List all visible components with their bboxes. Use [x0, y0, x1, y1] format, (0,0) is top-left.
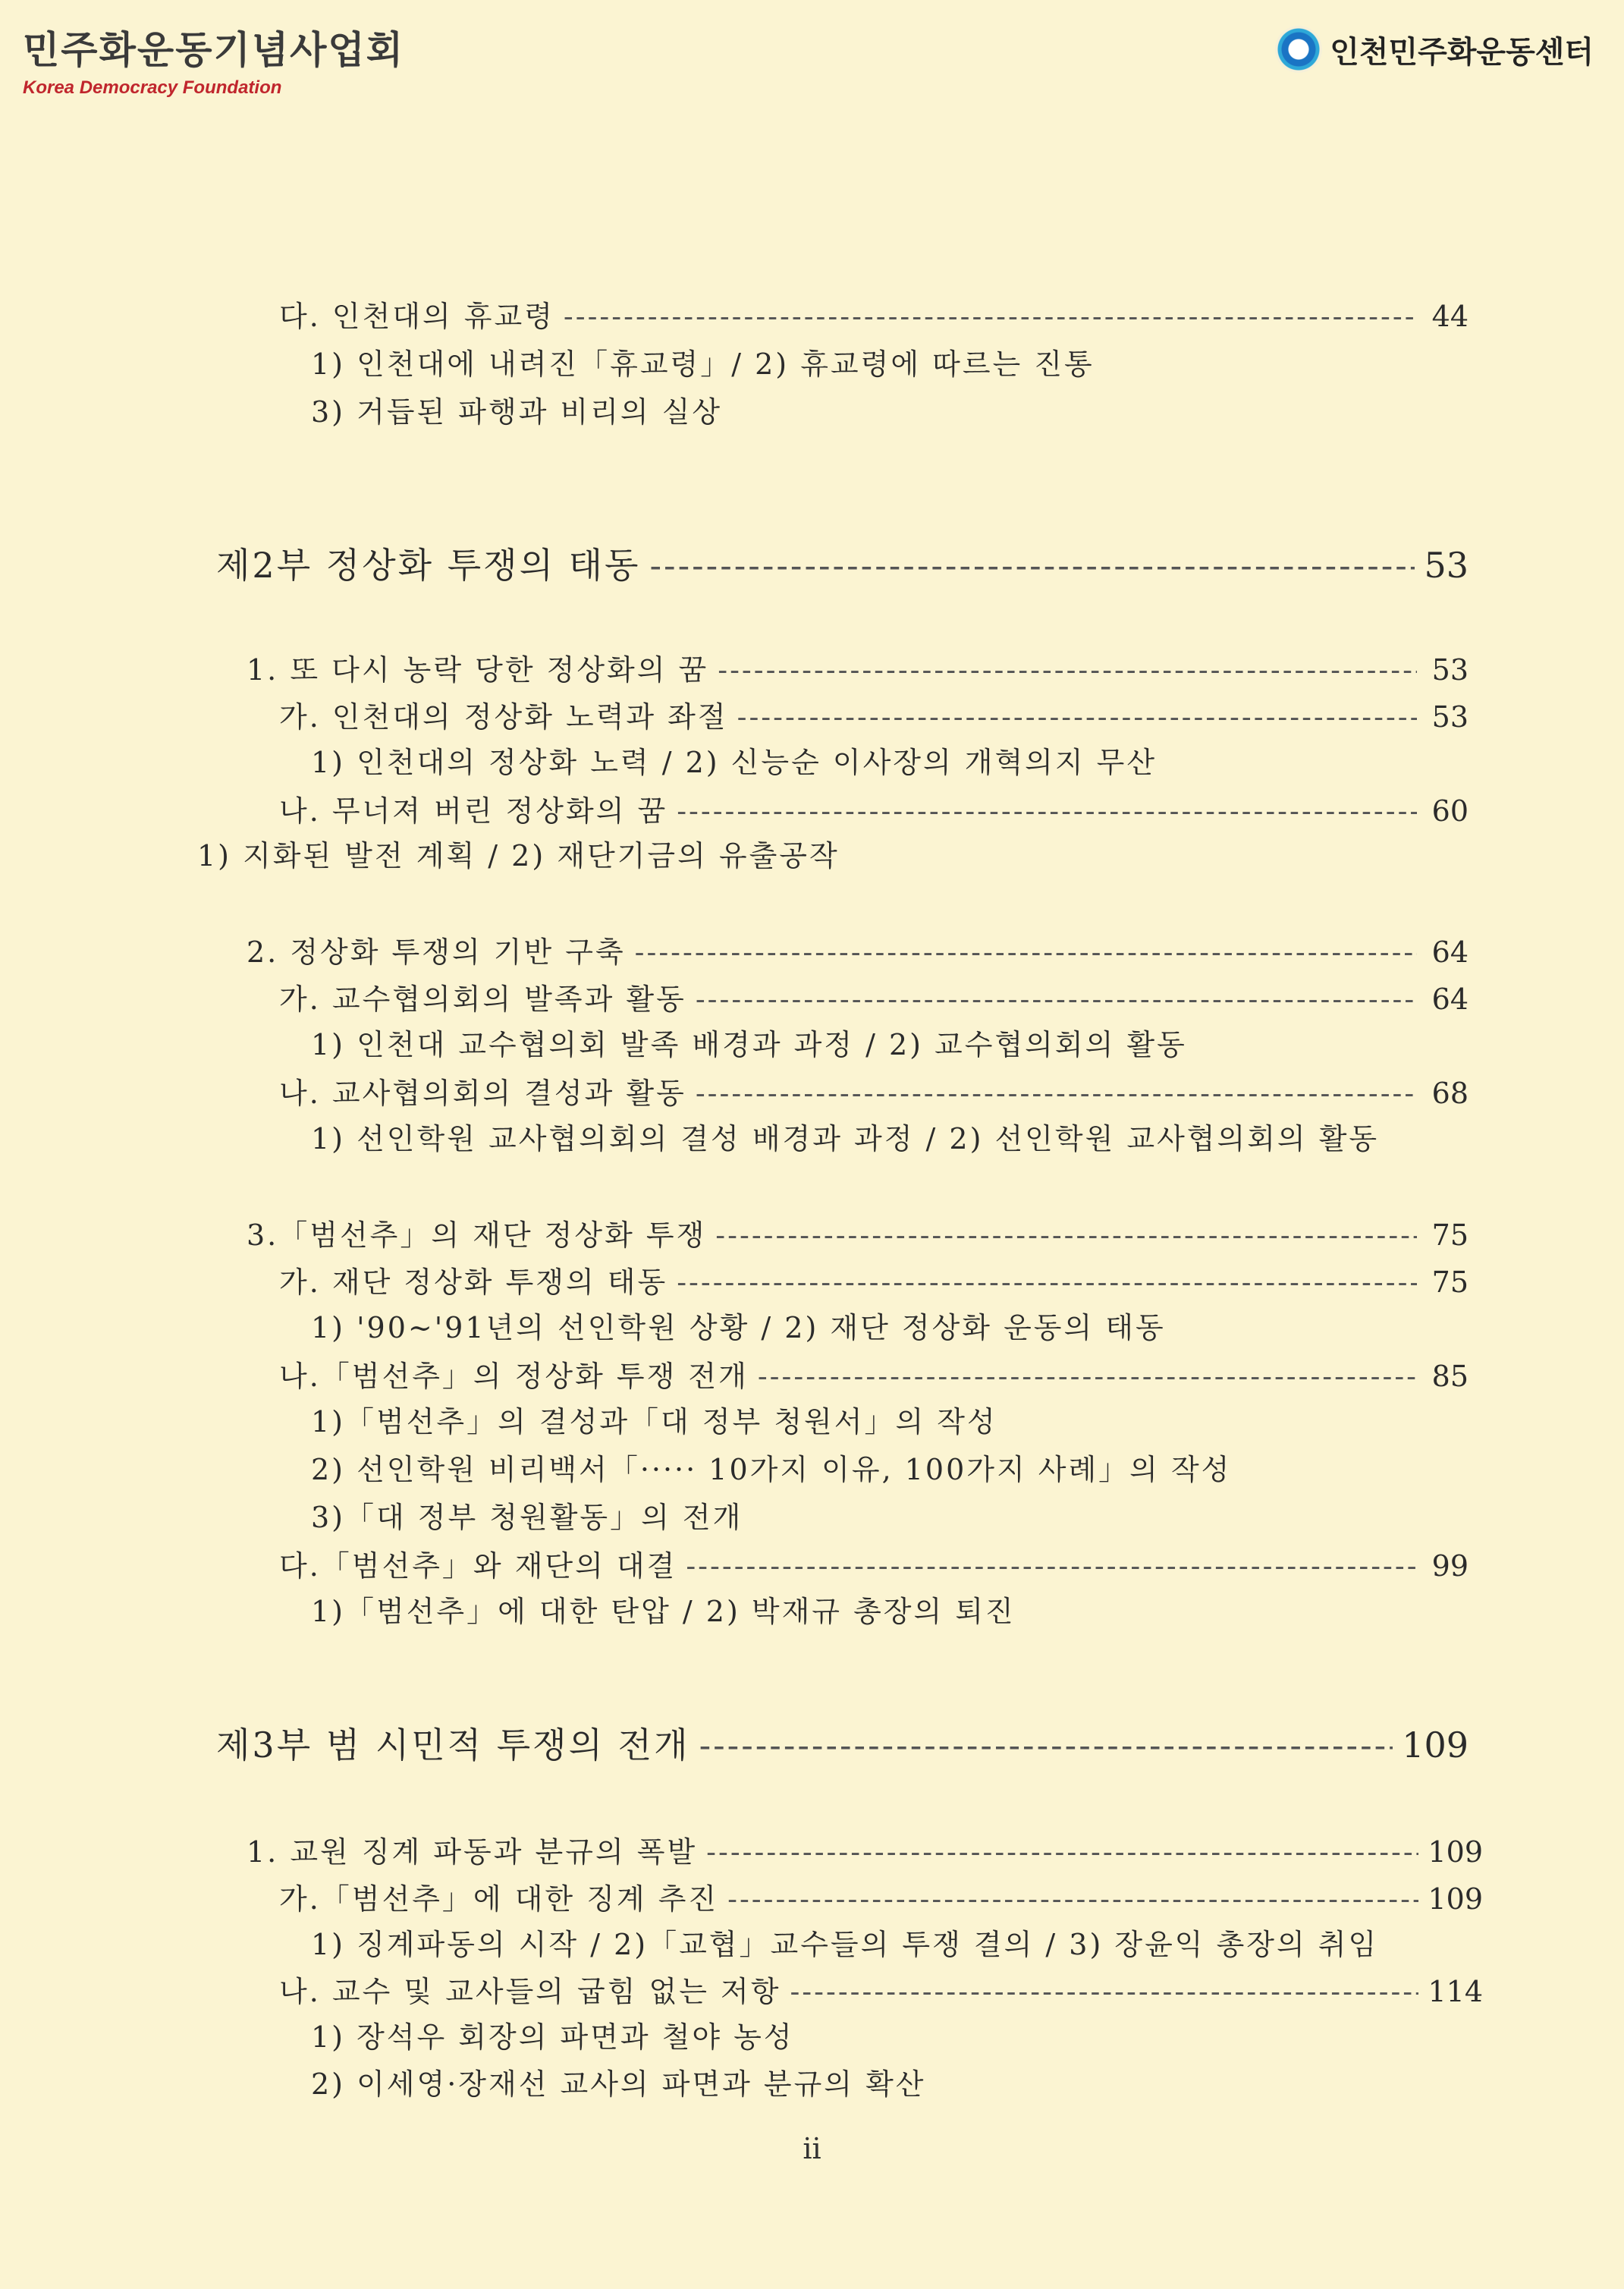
toc-subitems: 1) 인천대 교수협의회 발족 배경과 과정 / 2) 교수협의회의 활동	[311, 1028, 1187, 1061]
toc-entry-label: 나.「범선추」의 정상화 투쟁 전개	[279, 1360, 749, 1393]
toc-page-number: 75	[1431, 1218, 1469, 1252]
toc-entry-label: 1. 교원 징계 파동과 분규의 폭발	[247, 1835, 698, 1869]
toc-entry-label: 나. 교사협의회의 결성과 활동	[279, 1077, 686, 1110]
toc-entry	[279, 1074, 1469, 1112]
dot-leader	[677, 792, 1417, 830]
toc-entry-label: 3.「범선추」의 재단 정상화 투쟁	[247, 1218, 707, 1252]
toc-page-number: 109	[1428, 1835, 1483, 1869]
toc-subitems: 3)「대 정부 청원활동」의 전개	[311, 1501, 743, 1534]
kdf-logo	[23, 27, 404, 99]
dot-leader	[635, 933, 1417, 971]
toc-entry-label: 가. 재단 정상화 투쟁의 태동	[279, 1266, 668, 1299]
logo-english-text: Korea Democracy Foundation	[23, 77, 282, 98]
toc-entry	[279, 1547, 1469, 1585]
toc-subitems: 2) 선인학원 비리백서「····· 10가지 이유, 100가지 사례」의 작성	[311, 1453, 1232, 1486]
dot-leader	[677, 1263, 1417, 1301]
toc-entry	[279, 792, 1469, 830]
toc-subitems: 1) 인천대에 내려진「휴교령」/ 2) 휴교령에 따르는 진통	[311, 347, 1095, 381]
dot-leader	[699, 1726, 1393, 1764]
toc-entry-label: 2. 정상화 투쟁의 기반 구축	[247, 935, 626, 969]
toc-subitems: 1) 징계파동의 시작 / 2)「교협」교수들의 투쟁 결의 / 3) 장윤익 총장의 취임	[311, 1928, 1379, 1961]
toc-entry	[247, 651, 1469, 689]
toc-entry	[279, 1880, 1483, 1918]
toc-page-number: 99	[1431, 1549, 1469, 1583]
toc-subitems: 1)「범선추」의 결성과「대 정부 청원서」의 작성	[311, 1405, 997, 1438]
page-number: ii	[803, 2132, 821, 2165]
center-name: 인천민주화운동센터	[1330, 34, 1594, 70]
toc-entry	[279, 1263, 1469, 1301]
incheon-center-logo	[1275, 26, 1594, 73]
dot-leader	[758, 1357, 1417, 1395]
toc-entry	[279, 297, 1469, 335]
toc-entry-label: 가. 교수협의회의 발족과 활동	[279, 983, 686, 1016]
toc-entry	[279, 698, 1469, 736]
toc-page-number: 109	[1428, 1882, 1483, 1916]
dot-leader	[737, 698, 1417, 736]
toc-entry-label: 1. 또 다시 농락 당한 정상화의 꿈	[247, 653, 709, 687]
toc-subitems: 2) 이세영·장재선 교사의 파면과 분규의 확산	[311, 2067, 926, 2101]
dot-leader	[564, 297, 1417, 335]
toc-page-number: 60	[1431, 794, 1469, 828]
toc-entry-label: 가. 인천대의 정상화 노력과 좌절	[279, 700, 728, 734]
toc-part-label: 제2부 정상화 투쟁의 태동	[216, 545, 641, 586]
toc-page-number: 109	[1402, 1725, 1469, 1765]
dot-leader	[696, 980, 1417, 1018]
toc-subitems: 3) 거듭된 파행과 비리의 실상	[311, 395, 723, 429]
toc-entry-label: 다.「범선추」와 재단의 대결	[279, 1549, 677, 1583]
dot-leader	[715, 1216, 1417, 1254]
dot-leader	[696, 1074, 1417, 1112]
logo-korean-text: 민주화운동기념사업회	[23, 28, 404, 72]
toc-page-number: 64	[1431, 983, 1469, 1016]
dot-leader	[718, 651, 1417, 689]
toc-part-heading	[216, 546, 1469, 584]
toc-part-label: 제3부 범 시민적 투쟁의 전개	[216, 1725, 690, 1765]
dot-leader	[650, 546, 1415, 584]
toc-subitems: 1) 장석우 회장의 파면과 철야 농성	[311, 2020, 794, 2054]
toc-part-heading	[216, 1726, 1469, 1764]
toc-entry-label: 나. 무너져 버린 정상화의 꿈	[279, 794, 668, 828]
toc-page-number: 75	[1431, 1266, 1469, 1299]
toc-page-number: 44	[1431, 300, 1469, 333]
toc-page-number: 85	[1431, 1360, 1469, 1393]
toc-subitems: 1)「범선추」에 대한 탄압 / 2) 박재규 총장의 퇴진	[311, 1595, 1016, 1628]
toc-entry-label: 나. 교수 및 교사들의 굽힘 없는 저항	[279, 1975, 781, 2008]
toc-page-number: 53	[1431, 700, 1469, 734]
toc-subitems: 1) 선인학원 교사협의회의 결성 배경과 과정 / 2) 선인학원 교사협의회의 활동	[311, 1122, 1380, 1156]
toc-page-number: 114	[1428, 1975, 1483, 2008]
toc-entry-label: 다. 인천대의 휴교령	[279, 300, 554, 333]
toc-subitems: 1) '90∼'91년의 선인학원 상황 / 2) 재단 정상화 운동의 태동	[311, 1311, 1166, 1344]
dot-leader	[686, 1547, 1417, 1585]
toc-subitems: 1) 지화된 발전 계획 / 2) 재단기금의 유출공작	[197, 839, 840, 873]
toc-page-number: 53	[1431, 653, 1469, 687]
dot-leader	[706, 1833, 1418, 1871]
toc-entry	[247, 1216, 1469, 1254]
toc-entry	[247, 933, 1469, 971]
toc-page-number: 53	[1424, 545, 1469, 586]
toc-entry-label: 가.「범선추」에 대한 징계 추진	[279, 1882, 719, 1916]
toc-entry	[247, 1833, 1483, 1871]
toc-page-number: 68	[1431, 1077, 1469, 1110]
toc-entry	[279, 1973, 1483, 2011]
toc-entry	[279, 1357, 1469, 1395]
dot-leader	[790, 1973, 1418, 2011]
toc-entry	[279, 980, 1469, 1018]
toc-subitems: 1) 인천대의 정상화 노력 / 2) 신능순 이사장의 개혁의지 무산	[311, 746, 1158, 779]
incheon-center-emblem-icon	[1275, 26, 1322, 73]
dot-leader	[727, 1880, 1418, 1918]
toc-page-number: 64	[1431, 935, 1469, 969]
